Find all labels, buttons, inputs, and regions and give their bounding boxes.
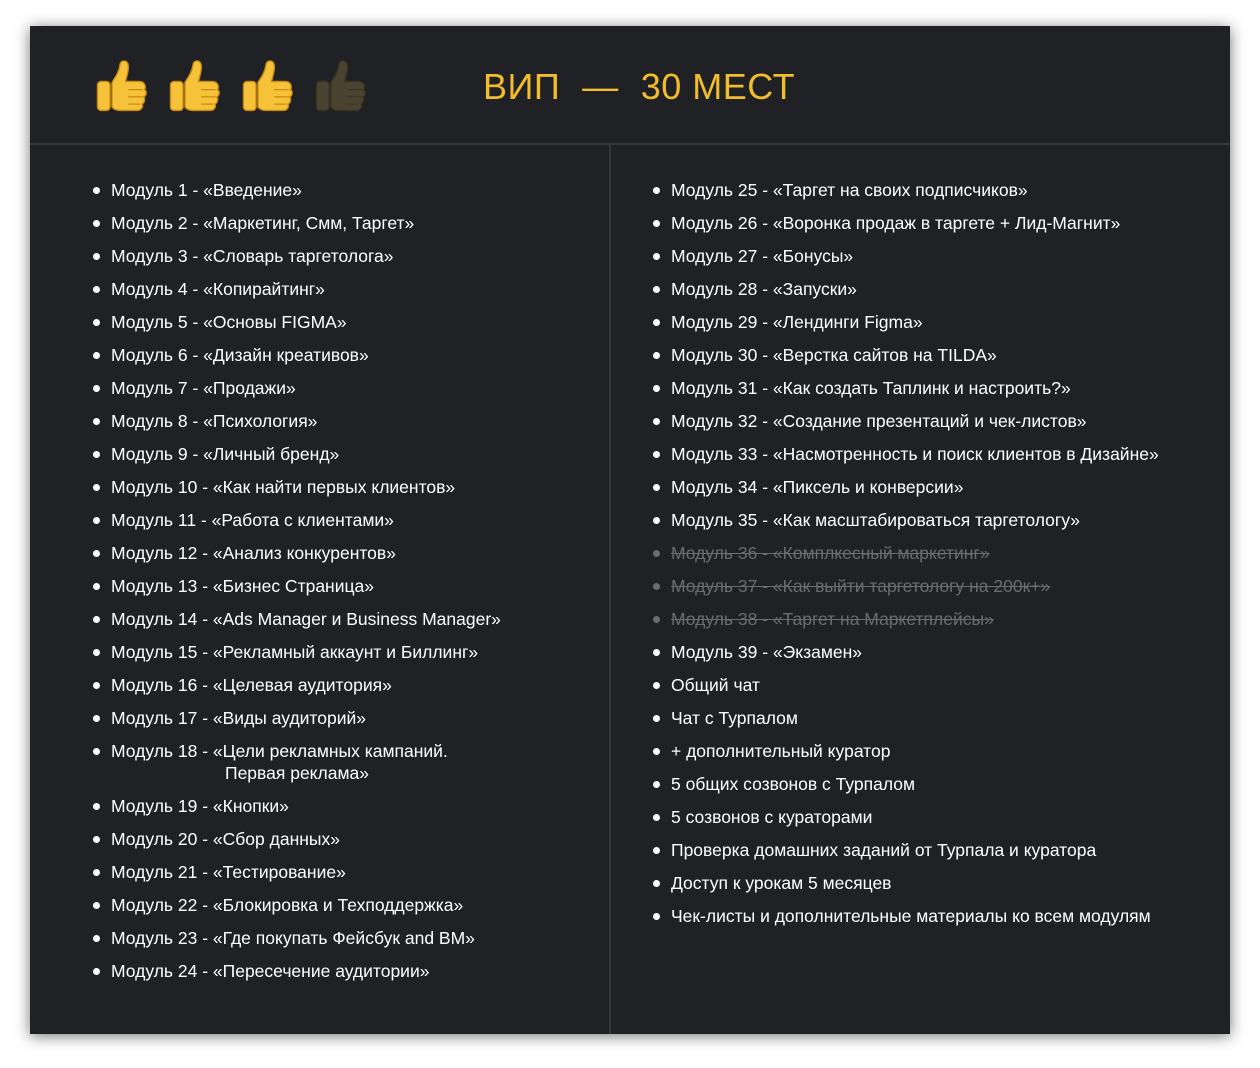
list-item-label: Модуль 14 - «Ads Manager и Business Manager»	[111, 609, 501, 629]
list-item-label: Модуль 37 - «Как выйти таргетологу на 200к+»	[671, 576, 1051, 596]
list-item	[653, 839, 1213, 861]
bullet-icon	[653, 880, 660, 887]
bullet-icon	[93, 550, 100, 557]
list-item	[653, 773, 1213, 795]
bullet-icon	[93, 869, 100, 876]
list-item	[653, 905, 1213, 927]
list-item	[93, 509, 593, 531]
list-item-label: 5 общих созвонов с Турпалом	[671, 774, 916, 794]
list-item-label: Чек-листы и дополнительные материалы ко всем модулям	[671, 906, 1151, 926]
list-item-label: Модуль 28 - «Запуски»	[671, 279, 857, 299]
bullet-icon	[653, 187, 660, 194]
thumbs-up-icon	[165, 57, 223, 115]
list-item	[653, 245, 1213, 267]
list-item-label: Проверка домашних заданий от Турпала и куратора	[671, 840, 1097, 860]
list-item	[653, 641, 1213, 663]
list-item-label: Модуль 19 - «Кнопки»	[111, 796, 289, 816]
bullet-icon	[653, 286, 660, 293]
title-dash: —	[582, 66, 619, 107]
list-item-label: Модуль 23 - «Где покупать Фейсбук and BM»	[111, 928, 475, 948]
bullet-icon	[653, 451, 660, 458]
bullet-icon	[653, 319, 660, 326]
list-item-unavailable	[653, 608, 1213, 630]
list-item	[653, 707, 1213, 729]
list-item-label: Модуль 31 - «Как создать Таплинк и настроить?»	[671, 378, 1071, 398]
list-item	[93, 894, 593, 916]
list-item	[93, 927, 593, 949]
list-item	[93, 960, 593, 982]
bullet-icon	[93, 253, 100, 260]
list-item-unavailable	[653, 542, 1213, 564]
list-item-label: Модуль 2 - «Маркетинг, Смм, Таргет»	[111, 213, 415, 233]
list-item-label-continuation: Первая реклама»	[225, 763, 369, 783]
bullet-icon	[653, 649, 660, 656]
list-item-label: Модуль 20 - «Сбор данных»	[111, 829, 340, 849]
list-item-unavailable	[653, 575, 1213, 597]
list-item	[93, 575, 593, 597]
tariff-title	[483, 63, 795, 111]
bullet-icon	[653, 583, 660, 590]
list-item	[93, 476, 593, 498]
list-item-label: Модуль 38 - «Таргет на Маркетплейсы»	[671, 609, 994, 629]
list-item	[653, 674, 1213, 696]
bullet-icon	[93, 583, 100, 590]
list-item	[93, 245, 593, 267]
bullet-icon	[93, 902, 100, 909]
list-item	[93, 377, 593, 399]
list-item	[93, 608, 593, 630]
list-item-label: Модуль 18 - «Цели рекламных кампаний.	[111, 741, 448, 761]
list-item-label: Доступ к урокам 5 месяцев	[671, 873, 892, 893]
list-item	[93, 740, 593, 784]
bullet-icon	[653, 253, 660, 260]
list-item-label: Модуль 26 - «Воронка продаж в таргете + Лид-Магнит»	[671, 213, 1121, 233]
list-item	[653, 806, 1213, 828]
list-item-label: Модуль 15 - «Рекламный аккаунт и Биллинг»	[111, 642, 479, 662]
tariff-name: ВИП	[483, 66, 561, 107]
list-item-label: Модуль 30 - «Верстка сайтов на TILDA»	[671, 345, 997, 365]
bullet-icon	[653, 352, 660, 359]
bullet-icon	[653, 847, 660, 854]
list-item-label: Модуль 33 - «Насмотренность и поиск клиентов в Дизайне»	[671, 444, 1159, 464]
list-item-label: Модуль 22 - «Блокировка и Техподдержка»	[111, 895, 464, 915]
bullet-icon	[93, 649, 100, 656]
bullet-icon	[653, 682, 660, 689]
list-item	[653, 377, 1213, 399]
bullet-icon	[653, 616, 660, 623]
list-item-label: 5 созвонов с кураторами	[671, 807, 873, 827]
bullet-icon	[653, 418, 660, 425]
column-divider	[609, 145, 611, 1034]
list-item	[93, 278, 593, 300]
thumbs-up-icon	[238, 57, 296, 115]
list-item	[93, 179, 593, 201]
list-item-label: Модуль 25 - «Таргет на своих подписчиков»	[671, 180, 1028, 200]
list-item	[653, 740, 1213, 762]
list-item-label: Модуль 5 - «Основы FIGMA»	[111, 312, 347, 332]
list-item-label: Модуль 3 - «Словарь таргетолога»	[111, 246, 394, 266]
list-item-label: Модуль 34 - «Пиксель и конверсии»	[671, 477, 964, 497]
bullet-icon	[653, 715, 660, 722]
list-item	[93, 707, 593, 729]
bullet-icon	[93, 682, 100, 689]
list-item	[93, 795, 593, 817]
list-item-label: Модуль 6 - «Дизайн креативов»	[111, 345, 369, 365]
bullet-icon	[653, 913, 660, 920]
bullet-icon	[93, 517, 100, 524]
bullet-icon	[653, 550, 660, 557]
bullet-icon	[653, 484, 660, 491]
list-item	[93, 674, 593, 696]
list-item	[93, 828, 593, 850]
seats-count: 30 МЕСТ	[640, 66, 796, 107]
list-item-label: Модуль 39 - «Экзамен»	[671, 642, 862, 662]
bullet-icon	[93, 968, 100, 975]
list-item-label: Модуль 35 - «Как масштабироваться таргетологу»	[671, 510, 1080, 530]
bullet-icon	[93, 935, 100, 942]
list-item-label: Модуль 12 - «Анализ конкурентов»	[111, 543, 396, 563]
bullet-icon	[653, 748, 660, 755]
list-item-label: Модуль 1 - «Введение»	[111, 180, 302, 200]
list-item-label: Модуль 4 - «Копирайтинг»	[111, 279, 325, 299]
bullet-icon	[93, 748, 100, 755]
list-item	[653, 476, 1213, 498]
list-item	[653, 344, 1213, 366]
bullet-icon	[93, 803, 100, 810]
bullet-icon	[93, 220, 100, 227]
bullet-icon	[653, 814, 660, 821]
bullet-icon	[93, 484, 100, 491]
list-item-label: Модуль 16 - «Целевая аудитория»	[111, 675, 392, 695]
list-item-label: Модуль 27 - «Бонусы»	[671, 246, 854, 266]
list-item	[653, 212, 1213, 234]
list-item-label: + дополнительный куратор	[671, 741, 891, 761]
list-item-label: Модуль 11 - «Работа с клиентами»	[111, 510, 394, 530]
list-item	[93, 344, 593, 366]
list-item-label: Модуль 29 - «Лендинги Figma»	[671, 312, 923, 332]
list-item	[93, 542, 593, 564]
list-item	[93, 861, 593, 883]
bullet-icon	[653, 220, 660, 227]
bullet-icon	[93, 616, 100, 623]
list-item	[93, 443, 593, 465]
list-item-label: Модуль 7 - «Продажи»	[111, 378, 296, 398]
list-item	[653, 311, 1213, 333]
bullet-icon	[93, 187, 100, 194]
bullet-icon	[93, 418, 100, 425]
bullet-icon	[93, 319, 100, 326]
tariff-header	[30, 26, 1230, 145]
bullet-icon	[93, 286, 100, 293]
list-item-label: Модуль 13 - «Бизнес Страница»	[111, 576, 374, 596]
bullet-icon	[653, 385, 660, 392]
bullet-icon	[653, 781, 660, 788]
bullet-icon	[653, 517, 660, 524]
bullet-icon	[93, 715, 100, 722]
tariff-card	[30, 26, 1230, 1034]
list-item-label: Общий чат	[671, 675, 760, 695]
bullet-icon	[93, 352, 100, 359]
list-item	[653, 872, 1213, 894]
bullet-icon	[93, 836, 100, 843]
list-item	[93, 212, 593, 234]
list-item-label: Чат с Турпалом	[671, 708, 798, 728]
list-item	[653, 278, 1213, 300]
list-item-label: Модуль 36 - «Комплкесный маркетинг»	[671, 543, 990, 563]
bullet-icon	[93, 451, 100, 458]
list-item	[93, 641, 593, 663]
list-item-label: Модуль 10 - «Как найти первых клиентов»	[111, 477, 456, 497]
bullet-icon	[93, 385, 100, 392]
list-item-label: Модуль 32 - «Создание презентаций и чек-листов»	[671, 411, 1087, 431]
thumbs-up-dim-icon	[311, 57, 369, 115]
list-item-label: Модуль 17 - «Виды аудиторий»	[111, 708, 366, 728]
list-item	[93, 311, 593, 333]
list-item-label: Модуль 9 - «Личный бренд»	[111, 444, 340, 464]
modules-list-right	[653, 179, 1213, 938]
list-item-label: Модуль 21 - «Тестирование»	[111, 862, 346, 882]
list-item	[653, 443, 1213, 465]
list-item	[653, 410, 1213, 432]
list-item	[653, 509, 1213, 531]
list-item	[653, 179, 1213, 201]
thumbs-up-icon	[92, 57, 150, 115]
list-item	[93, 410, 593, 432]
list-item-label: Модуль 8 - «Психология»	[111, 411, 318, 431]
list-item-label: Модуль 24 - «Пересечение аудитории»	[111, 961, 430, 981]
modules-list-left	[93, 179, 593, 993]
